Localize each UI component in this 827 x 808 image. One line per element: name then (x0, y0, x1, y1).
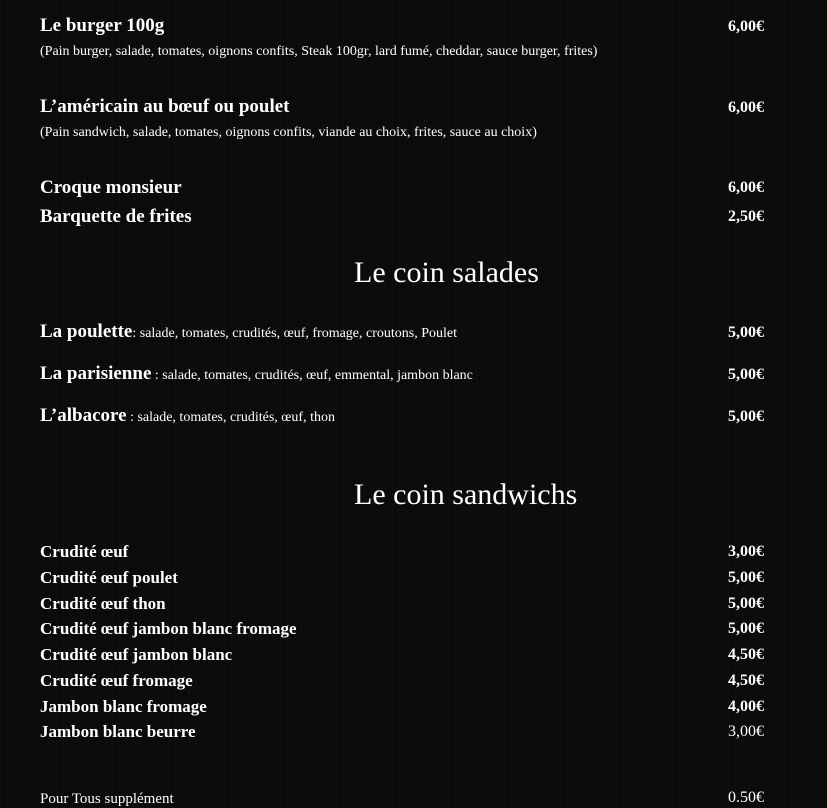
sandwich-name: Crudité œuf (40, 542, 129, 561)
sandwich-name: Crudité œuf jambon blanc fromage (40, 619, 297, 638)
menu-item-price: 2,50€ (728, 208, 764, 225)
salad-description: : salade, tomates, crudités, œuf, fromage, croutons, Poulet (132, 326, 457, 341)
menu-item-description: (Pain burger, salade, tomates, oignons confits, Steak 100gr, lard fumé, cheddar, sauce burger, frites) (40, 44, 598, 59)
salad-price: 5,00€ (728, 408, 764, 425)
section-heading-sandwiches: Le coin sandwichs (354, 478, 578, 511)
menu-item-name: L’américain au bœuf ou poulet (40, 96, 290, 117)
menu-item-price: 6,00€ (728, 18, 764, 35)
sandwich-name: Jambon blanc fromage (40, 697, 207, 716)
salad-name: La parisienne (40, 363, 152, 384)
sandwich-price: 5,00€ (728, 595, 764, 612)
sandwich-price: 4,50€ (728, 646, 764, 663)
sandwich-price: 4,00€ (728, 698, 764, 715)
sandwich-name: Crudité œuf jambon blanc (40, 645, 233, 664)
menu-item-name: Le burger 100g (40, 15, 165, 36)
menu-item-description: (Pain sandwich, salade, tomates, oignons confits, viande au choix, frites, sauce au choix) (40, 125, 537, 140)
salad-item (40, 405, 335, 429)
sandwich-name: Crudité œuf thon (40, 594, 166, 613)
sandwich-price: 3,00€ (728, 543, 764, 560)
sandwich-name: Crudité œuf fromage (40, 671, 193, 690)
sandwich-price: 3,00€ (728, 723, 764, 740)
menu-item-price: 6,00€ (728, 99, 764, 116)
salad-price: 5,00€ (728, 366, 764, 383)
sandwich-name: Jambon blanc beurre (40, 722, 196, 741)
menu-item-price: 6,00€ (728, 179, 764, 196)
salad-name: La poulette (40, 321, 133, 342)
sandwich-name: Crudité œuf poulet (40, 568, 178, 587)
salad-price: 5,00€ (728, 324, 764, 341)
sandwich-price: 5,00€ (728, 569, 764, 586)
salad-item (40, 363, 473, 387)
menu-item-name: Croque monsieur (40, 177, 182, 198)
salad-item (40, 321, 457, 345)
supplement-price: 0.50€ (728, 789, 764, 806)
sandwich-price: 5,00€ (728, 620, 764, 637)
salad-name: L’albacore (40, 405, 127, 426)
salad-description: : salade, tomates, crudités, œuf, thon (126, 410, 335, 425)
section-heading-salads: Le coin salades (354, 256, 539, 289)
salad-description: : salade, tomates, crudités, œuf, emmental, jambon blanc (151, 368, 473, 383)
supplement-label: Pour Tous supplément (40, 791, 174, 807)
sandwich-price: 4,50€ (728, 672, 764, 689)
menu-item-name: Barquette de frites (40, 206, 192, 227)
